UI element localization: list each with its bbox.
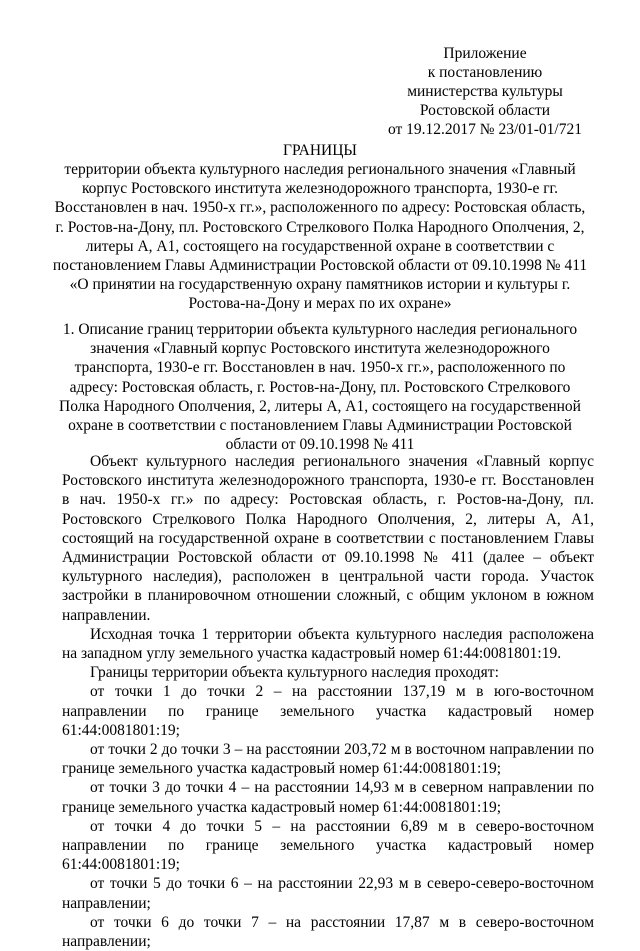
boundary-segment: от точки 1 до точки 2 – на расстоянии 137,19 м в юго-восточном направлении по границе земельного участка кадастровый номер 61:44:0081801:19; xyxy=(62,683,594,739)
appendix-line: министерства культуры xyxy=(407,83,563,100)
body-text xyxy=(62,452,594,951)
appendix-line: к постановлению xyxy=(427,64,543,81)
paragraph: Объект культурного наследия регионального значения «Главный корпус Ростовского института железнодорожного транспорта, 1930-е гг. Восстановлен в нач. 1950-х гг.» по адресу: Ростовская область, г. Ростов-на-Дону, пл. Ростовского Стрелкового Полка Народного Ополчения, 2, литеры А, А1, состоящий на государственной охране в соответствии с постановлением Главы Администрации Ростовской области от 09.10.1998 № 411 (далее – объект культурного наследия), расположен в центральной части города. Участок застройки в планировочном отношении сложный, с общим уклоном в южном направлении. xyxy=(62,453,594,624)
paragraph: Исходная точка 1 территории объекта культурного наследия расположена на западном углу земельного участка кадастровый номер 61:44:0081801:19. xyxy=(62,625,594,663)
appendix-line: Приложение xyxy=(443,45,527,62)
boundary-segment: от точки 2 до точки 3 – на расстоянии 203,72 м в восточном направлении по границе земельного участка кадастровый номер 61:44:0081801:19; xyxy=(62,741,594,778)
boundary-segment: от точки 5 до точки 6 – на расстоянии 22,93 м в северо-северо-восточном направлении; xyxy=(62,875,594,912)
boundary-segment: от точки 4 до точки 5 – на расстоянии 6,89 м в северо-восточном направлении по границе земельного участка кадастровый номер 61:44:0081801:19; xyxy=(62,817,594,874)
appendix-decree-reference: от 19.12.2017 № 23/01-01/721 xyxy=(387,121,582,138)
paragraph: Границы территории объекта культурного наследия проходят: xyxy=(90,664,499,682)
boundary-segment: от точки 6 до точки 7 – на расстоянии 17,87 м в северо-восточном направлении; xyxy=(62,913,594,951)
document-subtitle: территории объекта культурного наследия регионального значения «Главный корпус Ростовского института железнодорожного транспорта, 1930-е гг. Восстановлен в нач. 1950-х гг.», расположенного по адресу: Ростовская область, г. Ростов-на-Дону, пл. Ростовского Стрелкового Полка Народного Ополчения, 2, литеры А, А1, состоящего на государственной охране в соответствии с постановлением Главы Администрации Ростовской области от 09.10.1998 № 411 «О принятии на государственную охрану памятников истории и культуры г. Ростова-на-Дону и мерах по их охране» xyxy=(52,161,588,313)
appendix-line: Ростовской области xyxy=(419,102,551,119)
section-heading: 1. Описание границ территории объекта культурного наследия регионального значения «Главный корпус Ростовского института железнодорожного транспорта, 1930-е гг. Восстановлен в нач. 1950-х гг.», расположенного по адресу: Ростовская область, г. Ростов-на-Дону, пл. Ростовского Стрелкового Полка Народного Ополчения, 2, литеры А, А1, состоящего на государственной охране в соответствии с постановлением Главы Администрации Ростовской области от 09.10.1998 № 411 xyxy=(59,321,581,454)
document-title: ГРАНИЦЫ xyxy=(283,142,357,159)
appendix-block xyxy=(380,44,590,139)
boundary-segment: от точки 3 до точки 4 – на расстоянии 14,93 м в северном направлении по границе земельного участка кадастровый номер 61:44:0081801:19; xyxy=(62,779,594,816)
